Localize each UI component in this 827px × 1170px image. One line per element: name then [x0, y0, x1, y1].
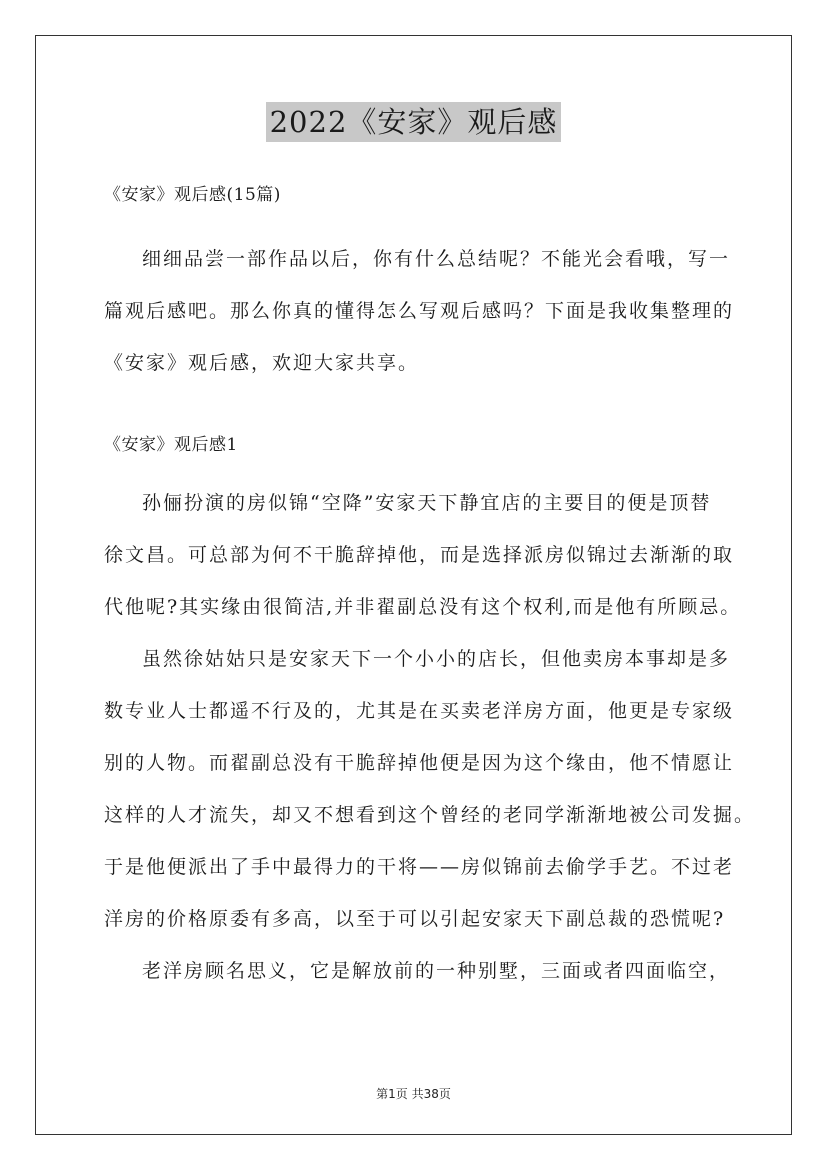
- text-line: 孙俪扮演的房似锦“空降”安家天下静宜店的主要目的便是顶替: [142, 492, 712, 514]
- page-footer: [0, 1085, 827, 1102]
- text-line: 《安家》观后感，欢迎大家共享。: [104, 352, 420, 374]
- text-line: 别的人物。而翟副总没有干脆辞掉他便是因为这个缘由，他不情愿让: [104, 752, 735, 774]
- page-number: 第1页 共38页: [376, 1087, 451, 1101]
- text-line: 数专业人士都遥不行及的，尤其是在买卖老洋房方面，他更是专家级: [104, 700, 735, 722]
- text-line: 细细品尝一部作品以后，你有什么总结呢？不能光会看哦，写一: [142, 248, 731, 270]
- document-title: 2022《安家》观后感: [266, 102, 562, 142]
- text-line: 于是他便派出了手中最得力的干将——房似锦前去偷学手艺。不过老: [104, 856, 735, 878]
- text-line: 洋房的价格原委有多高，以至于可以引起安家天下副总裁的恐慌呢?: [104, 908, 726, 930]
- paragraph-2: [104, 633, 756, 945]
- text-line: 老洋房顾名思义，它是解放前的一种别墅，三面或者四面临空，: [142, 960, 731, 982]
- intro-paragraph: [104, 233, 734, 389]
- text-line: 篇观后感吧。那么你真的懂得怎么写观后感吗？下面是我收集整理的: [104, 300, 735, 322]
- document-body: [104, 175, 756, 997]
- text-line: 代他呢?其实缘由很简洁,并非翟副总没有这个权利,而是他有所顾忌。: [104, 596, 742, 618]
- text-line: 虽然徐姑姑只是安家天下一个小小的店长，但他卖房本事却是多: [142, 648, 731, 670]
- paragraph-3: [104, 945, 734, 997]
- paragraph-1: [104, 477, 742, 633]
- text-line: 这样的人才流失，却又不想看到这个曾经的老同学渐渐地被公司发掘。: [104, 804, 756, 826]
- title-area: [0, 102, 827, 142]
- text-line: 徐文昌。可总部为何不干脆辞掉他，而是选择派房似锦过去渐渐的取: [104, 544, 735, 566]
- document-subtitle: 《安家》观后感(15篇): [104, 185, 281, 205]
- section-heading: 《安家》观后感1: [104, 435, 238, 455]
